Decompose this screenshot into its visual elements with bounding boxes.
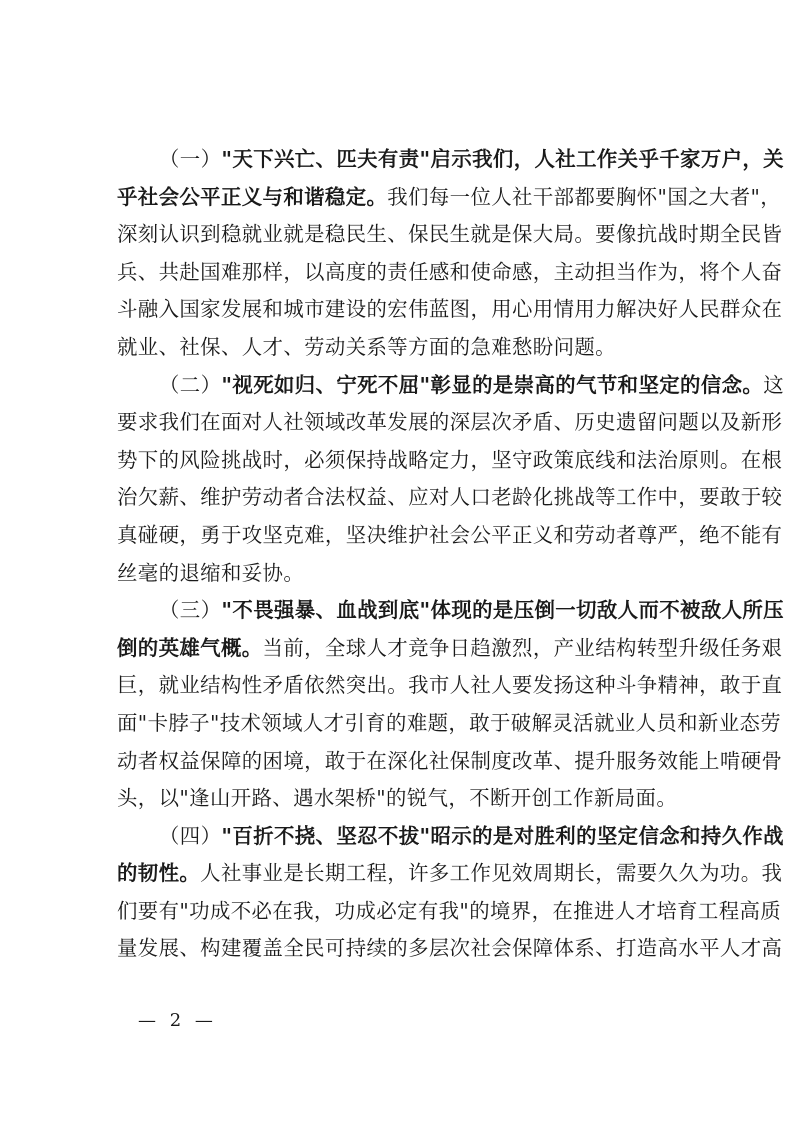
body-text: 我们每一位人社干部都要胸怀"国之大者"，	[387, 184, 782, 209]
text-line	[117, 254, 783, 292]
body-text: 真碰硬，勇于攻坚克难，坚决维护社会公平正义和劳动者尊严，绝不能有	[117, 522, 783, 547]
body-text: 们要有"功成不必在我，功成必定有我"的境界，在推进人才培育工程高质	[117, 898, 782, 923]
paragraph	[117, 592, 784, 818]
lead-sentence: 的韧性。	[117, 861, 201, 886]
body-text: 兵、共赴国难那样，以高度的责任感和使命感，主动担当作为，将个人奋	[117, 259, 783, 284]
section-number: （一）	[159, 147, 222, 171]
body-text: 面"卡脖子"技术领域人才引育的难题，敢于破解灵活就业人员和新业态劳	[117, 710, 782, 735]
paragraph	[117, 367, 784, 593]
text-line	[117, 442, 783, 480]
text-line	[117, 780, 717, 818]
text-line	[117, 404, 783, 442]
text-line	[117, 179, 782, 217]
lead-sentence: "视死如归、宁死不屈"彰显的是崇高的气节和坚定的信念。	[221, 372, 764, 397]
body-text: 这	[763, 372, 784, 397]
section-number: （三）	[159, 598, 222, 623]
body-text: 头，以"逢山开路、遇水架桥"的锐气，不断开创工作新局面。	[117, 786, 678, 811]
text-line	[117, 930, 783, 968]
text-line	[117, 291, 783, 329]
lead-sentence: "不畏强暴、血战到底"体现的是压倒一切敌人而不被敌人所压	[221, 598, 784, 623]
text-line	[117, 743, 783, 781]
text-line	[117, 592, 784, 630]
text-line	[117, 667, 783, 705]
body-text: 人社事业是长期工程，许多工作见效周期长，需要久久为功。我	[200, 861, 783, 886]
body-text: 势下的风险挑战时，必须保持战略定力，坚守政策底线和法治原则。在根	[117, 447, 783, 472]
body-text: 要求我们在面对人社领域改革发展的深层次矛盾、历史遗留问题以及新形	[117, 410, 783, 435]
text-line	[117, 555, 717, 593]
text-line	[117, 818, 784, 856]
text-line	[117, 479, 783, 517]
body-text: 斗融入国家发展和城市建设的宏伟蓝图，用心用情用力解决好人民群众在	[117, 297, 783, 322]
paragraph	[117, 141, 784, 367]
text-line	[117, 216, 783, 254]
body-text: 就业、社保、人才、劳动关系等方面的急难愁盼问题。	[117, 334, 616, 359]
lead-sentence: "天下兴亡、匹夫有责"启示我们，人社工作关乎千家万户，关	[221, 147, 784, 171]
body-text: 量发展、构建覆盖全民可持续的多层次社会保障体系、打造高水平人才高	[117, 936, 783, 961]
lead-sentence: "百折不挠、坚忍不拔"昭示的是对胜利的坚定信念和持久作战	[221, 823, 784, 848]
page-number: — 2 —	[138, 1010, 217, 1031]
text-line	[117, 893, 782, 931]
paragraph	[117, 818, 784, 968]
text-line	[117, 630, 783, 668]
document-body	[117, 141, 784, 968]
body-text: 动者权益保障的困境，敢于在深化社保制度改革、提升服务效能上啃硬骨	[117, 748, 783, 773]
text-line	[117, 329, 717, 367]
text-line	[117, 367, 784, 405]
text-line	[117, 517, 783, 555]
section-number: （四）	[159, 823, 222, 848]
body-text: 巨，就业结构性矛盾依然突出。我市人社人要发扬这种斗争精神，敢于直	[117, 673, 783, 698]
body-text: 治欠薪、维护劳动者合法权益、应对人口老龄化挑战等工作中，要敢于较	[117, 485, 783, 510]
lead-sentence: 乎社会公平正义与和谐稳定。	[117, 184, 388, 209]
text-line	[117, 141, 784, 179]
text-line	[117, 705, 782, 743]
body-text: 当前，全球人才竞争日趋激烈，产业结构转型升级任务艰	[262, 635, 783, 660]
lead-sentence: 倒的英雄气概。	[117, 635, 263, 660]
body-text: 丝毫的退缩和妥协。	[117, 560, 305, 585]
section-number: （二）	[159, 372, 222, 397]
body-text: 深刻认识到稳就业就是稳民生、保民生就是保大局。要像抗战时期全民皆	[117, 222, 783, 247]
text-line	[117, 855, 783, 893]
